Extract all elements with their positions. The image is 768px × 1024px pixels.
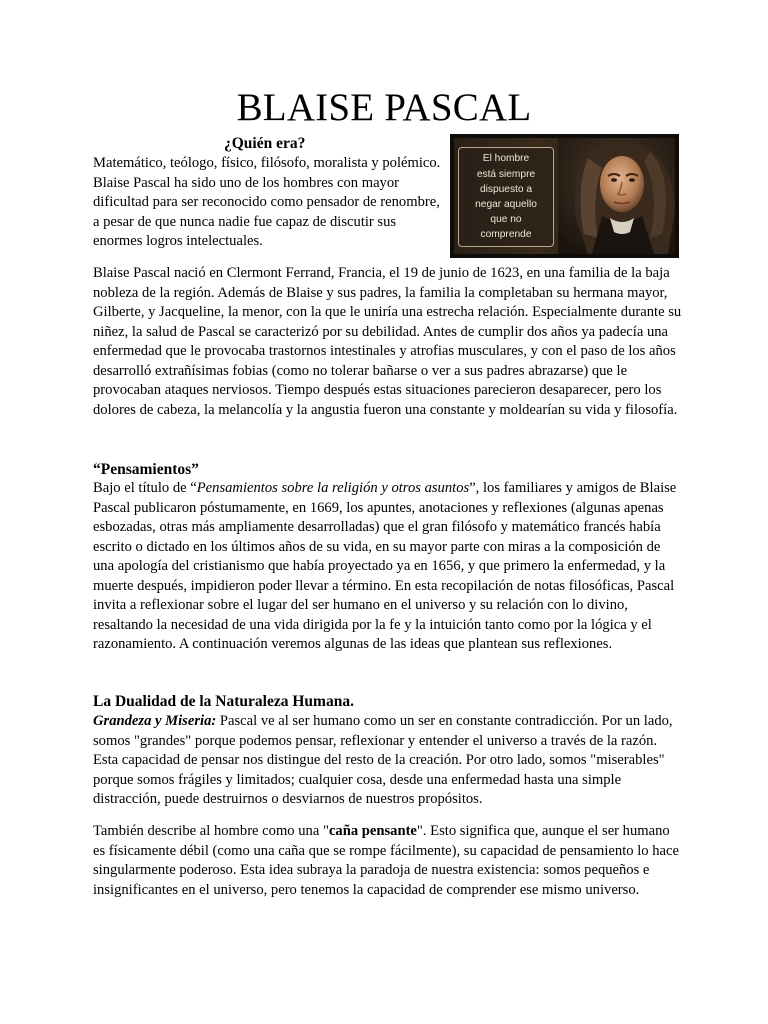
cana-paragraph xyxy=(93,822,683,900)
book-title: Pensamientos sobre la religión y otros asuntos xyxy=(196,480,470,496)
cana-text-after: ". Esto significa que, aunque el ser humano es físicamente débil (como una caña que se rompe fácilmente), su capacidad de pensamiento lo hace singularmente poderoso. Esta idea subraya la paradoja de nuestra existencia: somos pequeños e insignificantes en el universo, pero tenemos la capacidad de comprender ese mismo universo. xyxy=(93,823,679,898)
dualidad-lead: Grandeza y Miseria: xyxy=(93,713,217,729)
dualidad-heading: La Dualidad de la Naturaleza Humana. xyxy=(93,693,354,710)
pensamientos-text-before: Bajo el título de “ xyxy=(93,480,197,496)
dualidad-text: Pascal ve al ser humano como un ser en constante contradicción. Por un lado, somos "grandes" porque podemos pensar, reflexionar y entender el universo a través de la razón. Esta capacidad de pensar nos distingue del resto de la creación. Por otro lado, somos "miserables" porque somos frágiles y limitados; cualquier cosa, desde una enfermedad hasta una simple distracción, puede destruirnos o desviarnos de nuestros propósitos. xyxy=(93,713,673,808)
page-title: BLAISE PASCAL xyxy=(236,86,532,129)
pensamientos-paragraph xyxy=(93,479,683,655)
quote-text: El hombre está siempre dispuesto a negar aquello que no comprende xyxy=(458,147,554,247)
biography-paragraph: Blaise Pascal nació en Clermont Ferrand, Francia, el 19 de junio de 1623, en una familia de la baja nobleza de la región. Además de Blaise y sus padres, la familia la completaban su hermana mayor, Gilberte, y Jacqueline, la menor, con la que le uniría una estrecha relación. Especialmente durante su niñez, la salud de Pascal se caracterizó por su debilidad. Antes de cumplir dos años ya padecía una enfermedad que le provocaba trastornos intestinales y atrofias musculares, y con el paso de los años desarrolló extrañísimas fobias (como no tolerar bañarse o ver a sus padres abrazarse) que le provocaban ataques nerviosos. Tiempo después estas situaciones parecieron desaparecer, pero los dolores de cabeza, la melancolía y la angustia fueron una constante y moldearían su vida y filosofía. xyxy=(93,265,682,418)
cana-text-before: También describe al hombre como una " xyxy=(93,823,329,839)
cana-term: caña pensante xyxy=(328,823,417,839)
quote-figure-inner xyxy=(454,138,675,254)
pensamientos-text-after: ”, los familiares y amigos de Blaise Pascal publicaron póstumamente, en 1669, los apuntes, anotaciones y reflexiones (algunas apenas esbozadas, otras más ampliamente desarrolladas) que el gran filósofo y matemático francés había escrito o dictado en los últimos años de su vida, en su mayor parte con miras a la composición de una apología del cristianismo que había proyectado ya en 1656, y que primero la enfermedad, y la muerte después, impidieron poder llevar a término. En esta recopilación de notas filosóficas, Pascal invita a reflexionar sobre el lugar del ser humano en el universo y su relación con lo divino, resaltando la necesidad de una vida dirigida por la fe y la intuición tanto como por la lógica y el razonamiento. A continuación veremos algunas de las ideas que plantean sus reflexiones. xyxy=(93,480,677,653)
intro-paragraph: Matemático, teólogo, físico, filósofo, moralista y polémico. Blaise Pascal ha sido uno de los hombres con mayor dificultad para ser reconocido como pensador de renombre, a pesar de que nunca nadie fue capaz de discutir sus enormes logros intelectuales. xyxy=(93,155,441,250)
portrait-image xyxy=(558,138,675,254)
quote-figure xyxy=(450,134,679,258)
pensamientos-heading: “Pensamientos” xyxy=(93,461,199,478)
intro-heading: ¿Quién era? xyxy=(224,135,306,152)
dualidad-paragraph xyxy=(93,712,683,810)
